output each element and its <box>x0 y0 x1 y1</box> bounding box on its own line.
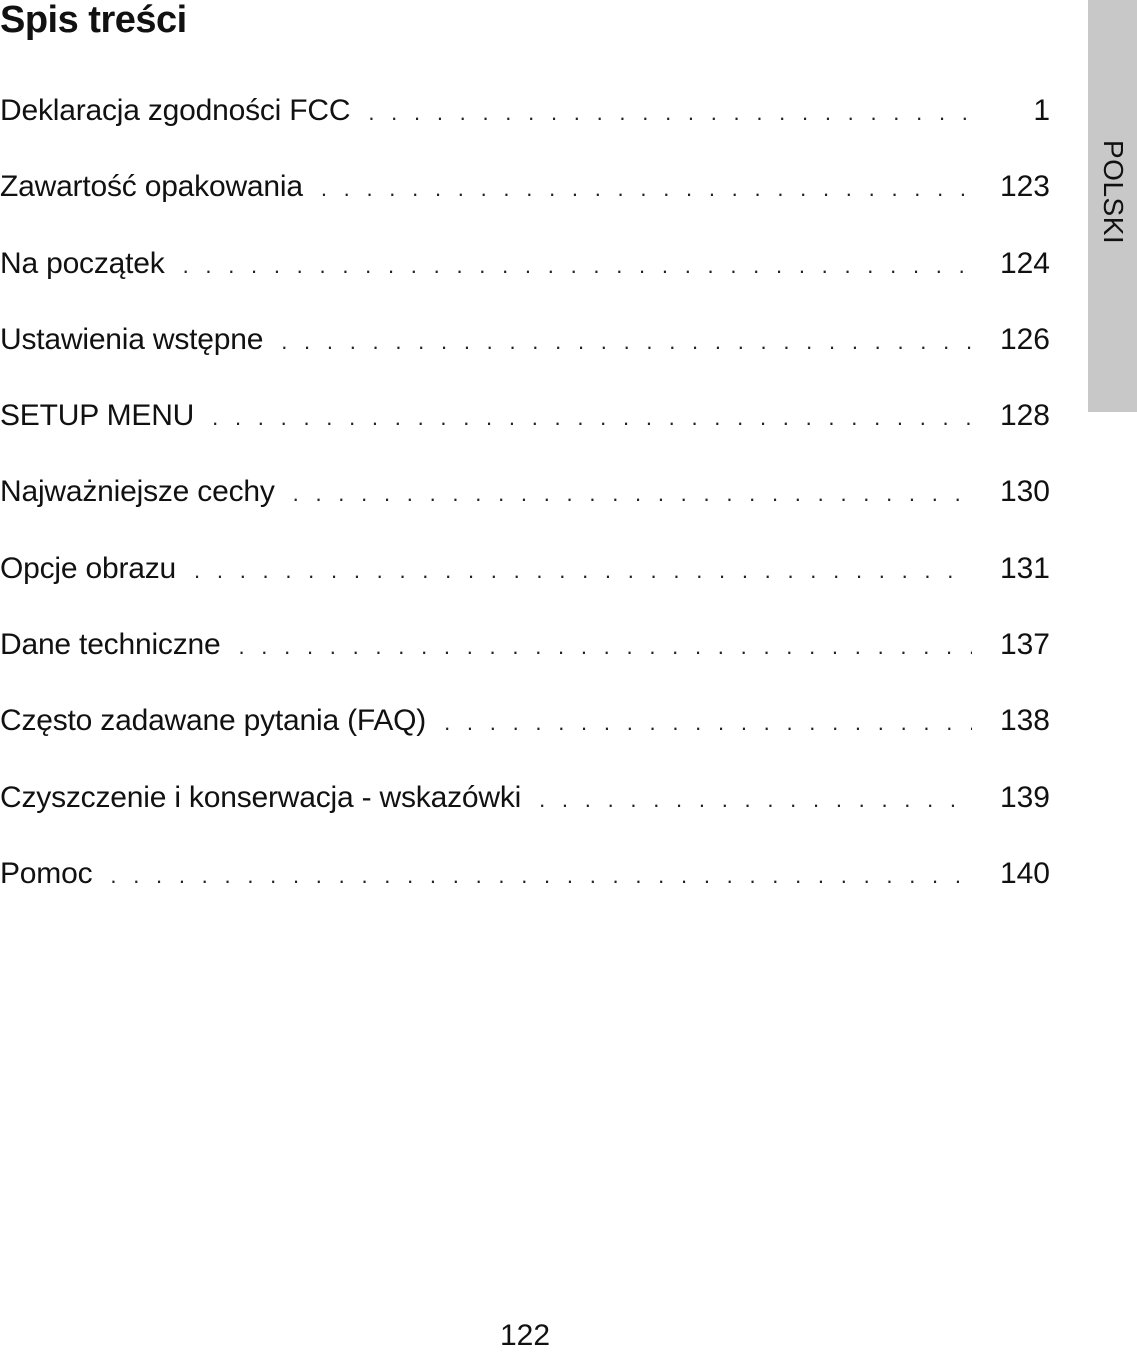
toc-dot-leader <box>194 546 972 596</box>
toc-entry-page: 128 <box>999 399 1050 433</box>
toc-entry-page: 130 <box>999 475 1050 509</box>
toc-entry[interactable] <box>0 315 1050 391</box>
toc-entry-page: 123 <box>999 170 1050 204</box>
toc-entry-label: Dane techniczne <box>0 628 221 662</box>
toc-entry-label: Często zadawane pytania (FAQ) <box>0 704 427 738</box>
toc-entry[interactable] <box>0 773 1050 849</box>
toc-entry-label: Czyszczenie i konserwacja - wskazówki <box>0 780 522 814</box>
toc-entry[interactable] <box>0 239 1050 315</box>
toc-dot-leader <box>539 775 972 825</box>
toc-entry-label: Pomoc <box>0 856 93 890</box>
toc-entry[interactable] <box>0 849 1050 925</box>
page-number: 122 <box>499 1319 551 1352</box>
toc-entry-page: 124 <box>999 246 1050 280</box>
toc-entry[interactable] <box>0 86 1050 162</box>
toc-entry-label: Zawartość opakowania <box>0 170 303 204</box>
toc-entry-label: Deklaracja zgodności FCC <box>0 94 351 127</box>
toc-entry-label: Najważniejsze cechy <box>0 475 275 509</box>
toc-entry-page: 131 <box>999 551 1050 585</box>
toc-entry-page: 140 <box>999 856 1050 890</box>
toc-dot-leader <box>368 88 972 138</box>
page-title: Spis treści <box>0 0 187 41</box>
toc-entry-label: Ustawienia wstępne <box>0 322 264 356</box>
toc-entry-page: 137 <box>999 628 1050 662</box>
toc-entry-label: Opcje obrazu <box>0 551 177 585</box>
toc-entry-label: SETUP MENU <box>0 399 195 433</box>
toc-dot-leader <box>321 164 972 214</box>
toc-entry[interactable] <box>0 696 1050 772</box>
toc-dot-leader <box>281 317 972 367</box>
toc-entry[interactable] <box>0 162 1050 238</box>
toc-entry-page: 138 <box>999 704 1050 738</box>
toc-entry[interactable] <box>0 467 1050 543</box>
toc-entry-page: 1 <box>1033 94 1050 127</box>
toc-dot-leader <box>110 851 972 901</box>
toc-dot-leader <box>444 698 972 748</box>
toc-entry-page: 139 <box>999 780 1050 814</box>
toc-dot-leader <box>212 393 972 443</box>
toc-entry-label: Na początek <box>0 246 165 280</box>
toc-dot-leader <box>238 622 972 672</box>
toc-entry-page: 126 <box>999 322 1050 356</box>
toc-entry[interactable] <box>0 620 1050 696</box>
table-of-contents <box>0 86 1050 925</box>
toc-dot-leader <box>183 241 972 291</box>
toc-entry[interactable] <box>0 391 1050 467</box>
toc-dot-leader <box>293 469 972 519</box>
toc-entry[interactable] <box>0 544 1050 620</box>
language-tab-label: POLSKI <box>1098 140 1129 245</box>
